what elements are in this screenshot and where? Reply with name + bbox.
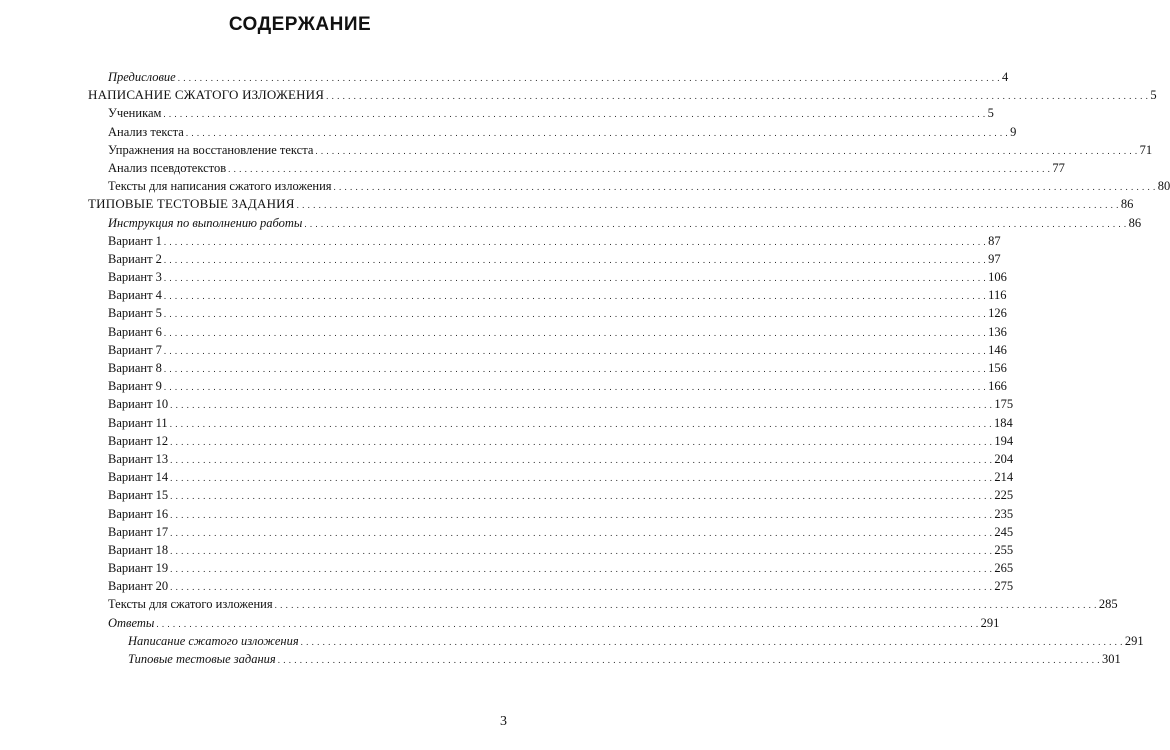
toc-entry-page: 146	[988, 342, 1007, 357]
toc-entry-page: 204	[994, 451, 1014, 466]
toc-entry-label: Вариант 13	[108, 451, 169, 466]
toc-entry-page: 166	[988, 379, 1007, 394]
toc-entry	[88, 250, 1001, 268]
toc-entry-page: 225	[994, 488, 1014, 503]
dot-leader: . . . . . . . . . . . . . . . . . . . . . . . . . . . . . . . . . . . . . . . . . . . . . . . . . . . . . . . . . . . . . . . . . . . . . . . . . . . . . . . . . . . . . . . . . . . . . . . . . . . . . . . . . . . . . . . . . . . . . . . . . . . . . . . . . . . . . . . . . . . . . . . . . . . . . .	[300, 636, 1123, 647]
toc-entry-label: Вариант 10	[108, 397, 169, 412]
dot-leader: . . . . . . . . . . . . . . . . . . . . . . . . . . . . . . . . . . . . . . . . . . . . . . . . . . . . . . . . . . . . . . . . . . . . . . . . . . . . . . . . . . . . . . . . . . . . . . . . . . . . . . . . . . . . . . . . . . . . . . . . . . . . . . . . . . . . . . . . . . . . . . . . . . . . . .	[170, 582, 993, 593]
toc-entry	[88, 486, 1014, 504]
toc-entry-page: 5	[1150, 88, 1157, 103]
toc-entry-label: Вариант 15	[108, 488, 169, 503]
dot-leader: . . . . . . . . . . . . . . . . . . . . . . . . . . . . . . . . . . . . . . . . . . . . . . . . . . . . . . . . . . . . . . . . . . . . . . . . . . . . . . . . . . . . . . . . . . . . . . . . . . . . . . . . . . . . . . . . . . . . . . . . . . . . . . . . . . . . . . . . . . . . . . . . . . . . . .	[185, 127, 1009, 138]
toc-entry-label: Вариант 12	[108, 433, 169, 448]
toc-entry	[88, 286, 1007, 304]
toc-entry-page: 86	[1120, 197, 1134, 212]
toc-entry-page: 97	[988, 251, 1001, 266]
toc-entry-page: 291	[980, 615, 1000, 630]
toc-entry	[88, 341, 1007, 359]
toc-entry	[88, 395, 1014, 413]
toc-entry-label: ТИПОВЫЕ ТЕСТОВЫЕ ЗАДАНИЯ	[88, 196, 295, 212]
toc-entry-page: 86	[1128, 215, 1142, 230]
toc-entry-page: 214	[994, 470, 1014, 485]
dot-leader: . . . . . . . . . . . . . . . . . . . . . . . . . . . . . . . . . . . . . . . . . . . . . . . . . . . . . . . . . . . . . . . . . . . . . . . . . . . . . . . . . . . . . . . . . . . . . . . . . . . . . . . . . . . . . . . . . . . . . . . . . . . . . . . . . . . . . . . . . . . . . . . . . . . . . .	[163, 382, 987, 393]
toc-entry	[88, 377, 1007, 395]
dot-leader: . . . . . . . . . . . . . . . . . . . . . . . . . . . . . . . . . . . . . . . . . . . . . . . . . . . . . . . . . . . . . . . . . . . . . . . . . . . . . . . . . . . . . . . . . . . . . . . . . . . . . . . . . . . . . . . . . . . . . . . . . . . . . . . . . . . . . . . . . . . . . . . . . . . . . .	[177, 73, 1000, 83]
toc-entry-label: Вариант 17	[108, 524, 169, 539]
dot-leader: . . . . . . . . . . . . . . . . . . . . . . . . . . . . . . . . . . . . . . . . . . . . . . . . . . . . . . . . . . . . . . . . . . . . . . . . . . . . . . . . . . . . . . . . . . . . . . . . . . . . . . . . . . . . . . . . . . . . . . . . . . . . . . . . . . . . . . . . . . . . . . . . . . . . . .	[156, 618, 979, 629]
toc-entry-page: 156	[988, 361, 1007, 375]
toc-entry	[88, 141, 1153, 159]
toc-entry-page: 301	[1101, 652, 1121, 666]
dot-leader: . . . . . . . . . . . . . . . . . . . . . . . . . . . . . . . . . . . . . . . . . . . . . . . . . . . . . . . . . . . . . . . . . . . . . . . . . . . . . . . . . . . . . . . . . . . . . . . . . . . . . . . . . . . . . . . . . . . . . . . . . . . . . . . . . . . . . . . . . . . . . . . . . . . . . .	[163, 254, 987, 265]
toc-entry-page: 275	[994, 579, 1014, 594]
toc-entry-label: НАПИСАНИЕ СЖАТОГО ИЗЛОЖЕНИЯ	[88, 87, 325, 103]
dot-leader: . . . . . . . . . . . . . . . . . . . . . . . . . . . . . . . . . . . . . . . . . . . . . . . . . . . . . . . . . . . . . . . . . . . . . . . . . . . . . . . . . . . . . . . . . . . . . . . . . . . . . . . . . . . . . . . . . . . . . . . . . . . . . . . . . . . . . . . . . . . . . . . . . . . . . .	[163, 364, 987, 374]
toc-entry	[88, 268, 1007, 286]
dot-leader: . . . . . . . . . . . . . . . . . . . . . . . . . . . . . . . . . . . . . . . . . . . . . . . . . . . . . . . . . . . . . . . . . . . . . . . . . . . . . . . . . . . . . . . . . . . . . . . . . . . . . . . . . . . . . . . . . . . . . . . . . . . . . . . . . . . . . . . . . . . . . . . . . . . . . .	[170, 509, 993, 520]
toc-entry	[88, 577, 1014, 595]
toc-entry-label: Вариант 7	[108, 342, 162, 357]
toc-entry-label: Вариант 2	[108, 251, 162, 266]
toc-entry	[88, 614, 1000, 632]
page-title: СОДЕРЖАНИЕ	[228, 14, 372, 35]
page-number: 3	[500, 714, 507, 729]
toc-entry	[88, 323, 1007, 341]
toc-entry-page: 9	[1010, 124, 1017, 139]
toc-entry-page: 175	[994, 397, 1014, 412]
dot-leader: . . . . . . . . . . . . . . . . . . . . . . . . . . . . . . . . . . . . . . . . . . . . . . . . . . . . . . . . . . . . . . . . . . . . . . . . . . . . . . . . . . . . . . . . . . . . . . . . . . . . . . . . . . . . . . . . . . . . . . . . . . . . . . . . . . . . . . . . . . . . . . . . . . . . . .	[163, 309, 987, 320]
dot-leader: . . . . . . . . . . . . . . . . . . . . . . . . . . . . . . . . . . . . . . . . . . . . . . . . . . . . . . . . . . . . . . . . . . . . . . . . . . . . . . . . . . . . . . . . . . . . . . . . . . . . . . . . . . . . . . . . . . . . . . . . . . . . . . . . . . . . . . . . . . . . . . . . . . . . . .	[304, 218, 1127, 229]
dot-leader: . . . . . . . . . . . . . . . . . . . . . . . . . . . . . . . . . . . . . . . . . . . . . . . . . . . . . . . . . . . . . . . . . . . . . . . . . . . . . . . . . . . . . . . . . . . . . . . . . . . . . . . . . . . . . . . . . . . . . . . . . . . . . . . . . . . . . . . . . . . . . . . . . . . . . .	[163, 109, 986, 120]
toc-entry-label: Вариант 4	[108, 288, 162, 303]
dot-leader: . . . . . . . . . . . . . . . . . . . . . . . . . . . . . . . . . . . . . . . . . . . . . . . . . . . . . . . . . . . . . . . . . . . . . . . . . . . . . . . . . . . . . . . . . . . . . . . . . . . . . . . . . . . . . . . . . . . . . . . . . . . . . . . . . . . . . . . . . . . . . . . . . . . . . .	[169, 418, 992, 429]
dot-leader: . . . . . . . . . . . . . . . . . . . . . . . . . . . . . . . . . . . . . . . . . . . . . . . . . . . . . . . . . . . . . . . . . . . . . . . . . . . . . . . . . . . . . . . . . . . . . . . . . . . . . . . . . . . . . . . . . . . . . . . . . . . . . . . . . . . . . . . . . . . . . . . . . . . . . .	[163, 345, 987, 356]
toc-entry	[88, 414, 1013, 432]
toc-entry-label: Вариант 3	[108, 270, 162, 285]
toc-entry-label: Типовые тестовые задания	[128, 652, 276, 666]
toc-entry-page: 87	[988, 233, 1001, 248]
dot-leader: . . . . . . . . . . . . . . . . . . . . . . . . . . . . . . . . . . . . . . . . . . . . . . . . . . . . . . . . . . . . . . . . . . . . . . . . . . . . . . . . . . . . . . . . . . . . . . . . . . . . . . . . . . . . . . . . . . . . . . . . . . . . . . . . . . . . . . . . . . . . . . . . . . . . . .	[170, 545, 993, 556]
toc-entry	[88, 650, 1121, 668]
toc-entry-label: Инструкция по выполнению работы	[108, 215, 303, 230]
toc-entry-page: 255	[994, 542, 1014, 557]
toc-entry-page: 106	[988, 270, 1007, 285]
toc-entry-label: Вариант 18	[108, 542, 169, 557]
toc-entry-label: Анализ псевдотекстов	[108, 160, 227, 175]
toc-entry-label: Вариант 16	[108, 506, 169, 521]
toc-entry-page: 80	[1157, 179, 1170, 194]
dot-leader: . . . . . . . . . . . . . . . . . . . . . . . . . . . . . . . . . . . . . . . . . . . . . . . . . . . . . . . . . . . . . . . . . . . . . . . . . . . . . . . . . . . . . . . . . . . . . . . . . . . . . . . . . . . . . . . . . . . . . . . . . . . . . . . . . . . . . . . . . . . . . . . . . . . . . .	[277, 655, 1100, 665]
dot-leader: . . . . . . . . . . . . . . . . . . . . . . . . . . . . . . . . . . . . . . . . . . . . . . . . . . . . . . . . . . . . . . . . . . . . . . . . . . . . . . . . . . . . . . . . . . . . . . . . . . . . . . . . . . . . . . . . . . . . . . . . . . . . . . . . . . . . . . . . . . . . . . . . . . . . . .	[170, 473, 993, 484]
toc-entry-page: 116	[988, 288, 1007, 303]
toc-entry	[88, 232, 1001, 250]
toc-entry-page: 291	[1124, 633, 1144, 648]
dot-leader: . . . . . . . . . . . . . . . . . . . . . . . . . . . . . . . . . . . . . . . . . . . . . . . . . . . . . . . . . . . . . . . . . . . . . . . . . . . . . . . . . . . . . . . . . . . . . . . . . . . . . . . . . . . . . . . . . . . . . . . . . . . . . . . . . . . . . . . . . . . . . . . . . . . . . .	[228, 163, 1051, 174]
dot-leader: . . . . . . . . . . . . . . . . . . . . . . . . . . . . . . . . . . . . . . . . . . . . . . . . . . . . . . . . . . . . . . . . . . . . . . . . . . . . . . . . . . . . . . . . . . . . . . . . . . . . . . . . . . . . . . . . . . . . . . . . . . . . . . . . . . . . . . . . . . . . . . . . . . . . . .	[163, 327, 987, 338]
toc-entry-page: 4	[1001, 70, 1009, 84]
toc-entry-page: 126	[988, 306, 1007, 321]
toc-entry	[88, 450, 1014, 468]
toc-entry-label: Анализ текста	[108, 124, 184, 139]
dot-leader: . . . . . . . . . . . . . . . . . . . . . . . . . . . . . . . . . . . . . . . . . . . . . . . . . . . . . . . . . . . . . . . . . . . . . . . . . . . . . . . . . . . . . . . . . . . . . . . . . . . . . . . . . . . . . . . . . . . . . . . . . . . . . . . . . . . . . . . . . . . . . . . . . . . . . .	[274, 600, 1097, 611]
toc-entry-label: Предисловие	[108, 70, 176, 84]
toc-entry-label: Вариант 19	[108, 561, 169, 576]
dot-leader: . . . . . . . . . . . . . . . . . . . . . . . . . . . . . . . . . . . . . . . . . . . . . . . . . . . . . . . . . . . . . . . . . . . . . . . . . . . . . . . . . . . . . . . . . . . . . . . . . . . . . . . . . . . . . . . . . . . . . . . . . . . . . . . . . . . . . . . . . . . . . . . . . . . . . .	[170, 564, 993, 575]
toc-entry	[88, 68, 1009, 86]
dot-leader: . . . . . . . . . . . . . . . . . . . . . . . . . . . . . . . . . . . . . . . . . . . . . . . . . . . . . . . . . . . . . . . . . . . . . . . . . . . . . . . . . . . . . . . . . . . . . . . . . . . . . . . . . . . . . . . . . . . . . . . . . . . . . . . . . . . . . . . . . . . . . . . . . . . . . .	[296, 200, 1119, 211]
toc-entry-label: Вариант 1	[108, 233, 162, 248]
dot-leader: . . . . . . . . . . . . . . . . . . . . . . . . . . . . . . . . . . . . . . . . . . . . . . . . . . . . . . . . . . . . . . . . . . . . . . . . . . . . . . . . . . . . . . . . . . . . . . . . . . . . . . . . . . . . . . . . . . . . . . . . . . . . . . . . . . . . . . . . . . . . . . . . . . . . . .	[326, 91, 1149, 102]
toc-entry	[88, 177, 1170, 195]
toc-entry-page: 5	[987, 106, 994, 121]
dot-leader: . . . . . . . . . . . . . . . . . . . . . . . . . . . . . . . . . . . . . . . . . . . . . . . . . . . . . . . . . . . . . . . . . . . . . . . . . . . . . . . . . . . . . . . . . . . . . . . . . . . . . . . . . . . . . . . . . . . . . . . . . . . . . . . . . . . . . . . . . . . . . . . . . . . . . .	[170, 454, 993, 465]
toc-entry	[88, 432, 1014, 450]
toc-entry-label: Вариант 11	[108, 415, 168, 430]
toc-entry	[88, 541, 1014, 559]
dot-leader: . . . . . . . . . . . . . . . . . . . . . . . . . . . . . . . . . . . . . . . . . . . . . . . . . . . . . . . . . . . . . . . . . . . . . . . . . . . . . . . . . . . . . . . . . . . . . . . . . . . . . . . . . . . . . . . . . . . . . . . . . . . . . . . . . . . . . . . . . . . . . . . . . . . . . .	[163, 236, 987, 247]
toc-entry-page: 194	[994, 433, 1014, 448]
toc-entry	[88, 123, 1017, 141]
toc-entry-label: Вариант 14	[108, 470, 169, 485]
dot-leader: . . . . . . . . . . . . . . . . . . . . . . . . . . . . . . . . . . . . . . . . . . . . . . . . . . . . . . . . . . . . . . . . . . . . . . . . . . . . . . . . . . . . . . . . . . . . . . . . . . . . . . . . . . . . . . . . . . . . . . . . . . . . . . . . . . . . . . . . . . . . . . . . . . . . . .	[163, 291, 987, 302]
toc-entry-page: 71	[1139, 142, 1153, 157]
dot-leader: . . . . . . . . . . . . . . . . . . . . . . . . . . . . . . . . . . . . . . . . . . . . . . . . . . . . . . . . . . . . . . . . . . . . . . . . . . . . . . . . . . . . . . . . . . . . . . . . . . . . . . . . . . . . . . . . . . . . . . . . . . . . . . . . . . . . . . . . . . . . . . . . . . . . . .	[170, 491, 993, 502]
toc-entry-label: Упражнения на восстановление текста	[108, 142, 314, 157]
dot-leader: . . . . . . . . . . . . . . . . . . . . . . . . . . . . . . . . . . . . . . . . . . . . . . . . . . . . . . . . . . . . . . . . . . . . . . . . . . . . . . . . . . . . . . . . . . . . . . . . . . . . . . . . . . . . . . . . . . . . . . . . . . . . . . . . . . . . . . . . . . . . . . . . . . . . . .	[170, 436, 993, 447]
dot-leader: . . . . . . . . . . . . . . . . . . . . . . . . . . . . . . . . . . . . . . . . . . . . . . . . . . . . . . . . . . . . . . . . . . . . . . . . . . . . . . . . . . . . . . . . . . . . . . . . . . . . . . . . . . . . . . . . . . . . . . . . . . . . . . . . . . . . . . . . . . . . . . . . . . . . . .	[163, 273, 987, 284]
toc-entry	[88, 104, 994, 122]
toc-entry-label: Вариант 5	[108, 306, 162, 321]
toc-entry-label: Ответы	[108, 615, 155, 630]
toc-entry	[88, 632, 1144, 650]
toc-entry	[88, 214, 1142, 232]
dot-leader: . . . . . . . . . . . . . . . . . . . . . . . . . . . . . . . . . . . . . . . . . . . . . . . . . . . . . . . . . . . . . . . . . . . . . . . . . . . . . . . . . . . . . . . . . . . . . . . . . . . . . . . . . . . . . . . . . . . . . . . . . . . . . . . . . . . . . . . . . . . . . . . . . . . . . .	[170, 400, 993, 411]
toc-entry	[88, 595, 1118, 613]
toc-entry-label: Вариант 6	[108, 324, 162, 339]
table-of-contents	[88, 68, 1170, 668]
toc-entry-label: Написание сжатого изложения	[128, 633, 299, 648]
toc-entry	[88, 523, 1014, 541]
dot-leader: . . . . . . . . . . . . . . . . . . . . . . . . . . . . . . . . . . . . . . . . . . . . . . . . . . . . . . . . . . . . . . . . . . . . . . . . . . . . . . . . . . . . . . . . . . . . . . . . . . . . . . . . . . . . . . . . . . . . . . . . . . . . . . . . . . . . . . . . . . . . . . . . . . . . . .	[333, 182, 1156, 193]
toc-entry-page: 265	[994, 561, 1014, 576]
toc-entry-page: 285	[1098, 597, 1118, 612]
toc-entry-page: 184	[993, 415, 1013, 430]
toc-entry-label: Вариант 8	[108, 361, 162, 375]
toc-entry-label: Ученикам	[108, 106, 162, 121]
toc-entry-label: Тексты для сжатого изложения	[108, 597, 273, 612]
toc-entry	[88, 359, 1007, 377]
dot-leader: . . . . . . . . . . . . . . . . . . . . . . . . . . . . . . . . . . . . . . . . . . . . . . . . . . . . . . . . . . . . . . . . . . . . . . . . . . . . . . . . . . . . . . . . . . . . . . . . . . . . . . . . . . . . . . . . . . . . . . . . . . . . . . . . . . . . . . . . . . . . . . . . . . . . . .	[315, 145, 1138, 156]
toc-entry-page: 245	[994, 524, 1014, 539]
toc-entry-page: 77	[1052, 160, 1065, 175]
toc-entry	[88, 505, 1014, 523]
toc-entry	[88, 304, 1007, 322]
toc-entry	[88, 86, 1157, 104]
toc-entry-label: Тексты для написания сжатого изложения	[108, 179, 332, 194]
toc-entry-label: Вариант 20	[108, 579, 169, 594]
toc-entry-page: 136	[988, 324, 1007, 339]
toc-entry-label: Вариант 9	[108, 379, 162, 394]
dot-leader: . . . . . . . . . . . . . . . . . . . . . . . . . . . . . . . . . . . . . . . . . . . . . . . . . . . . . . . . . . . . . . . . . . . . . . . . . . . . . . . . . . . . . . . . . . . . . . . . . . . . . . . . . . . . . . . . . . . . . . . . . . . . . . . . . . . . . . . . . . . . . . . . . . . . . .	[170, 527, 993, 538]
toc-entry	[88, 159, 1065, 177]
toc-entry	[88, 559, 1014, 577]
toc-entry	[88, 195, 1134, 213]
toc-entry	[88, 468, 1014, 486]
toc-entry-page: 235	[994, 506, 1014, 521]
